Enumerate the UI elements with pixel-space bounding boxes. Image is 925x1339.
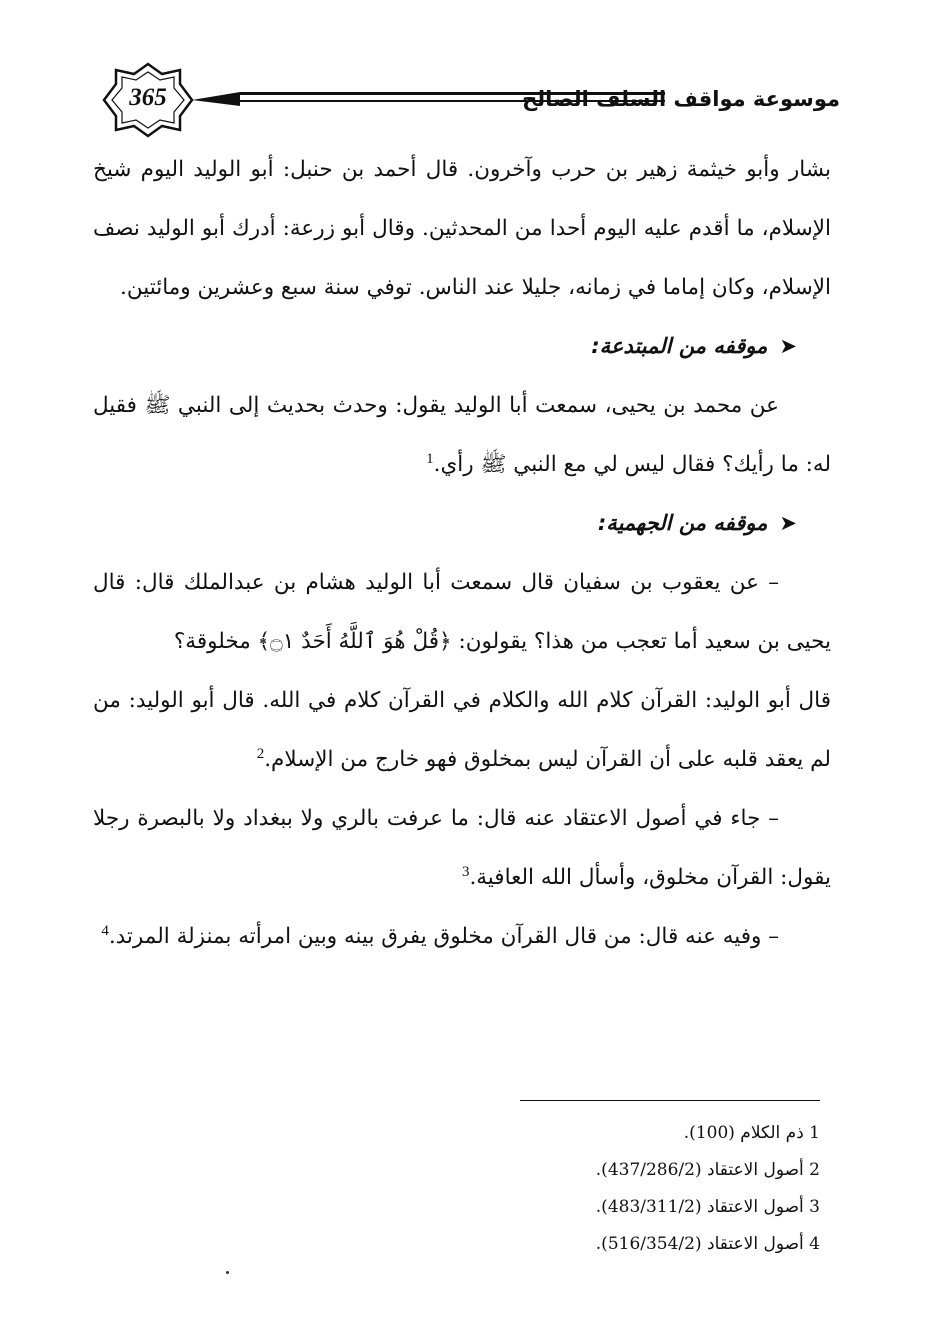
footnote-list	[520, 1115, 820, 1263]
footnotes	[520, 1100, 820, 1263]
paragraph-abu-walid	[93, 671, 831, 789]
scan-speck	[226, 1271, 229, 1274]
arrowhead-left-icon: ➤	[779, 334, 797, 358]
footnote-item: 3 أصول الاعتقاد (483/311/2).	[595, 1197, 820, 1217]
arrowhead-left-icon: ➤	[779, 511, 797, 535]
heading-text: موقفه من الجهمية:	[597, 511, 768, 535]
heading-text: موقفه من المبتدعة:	[591, 334, 768, 358]
paragraph-biography: بشار وأبو خيثمة زهير بن حرب وآخرون. قال أحمد بن حنبل: أبو الوليد اليوم شيخ الإسلام، ما أقدم عليه اليوم أحدا من المحدثين. وقال أبو زرعة: أدرك أبو الوليد نصف الإسلام، وكان إماما في زمانه، جليلا عند الناس. توفي سنة سبع وعشرين ومائتين.	[93, 157, 831, 300]
paragraph-text: قال أبو الوليد: القرآن كلام الله والكلام في القرآن كلام في الله. قال أبو الوليد: من لم يعقد قلبه على أن القرآن ليس بمخلوق فهو خارج من الإسلام.	[93, 688, 831, 772]
footnote-ref: 4	[101, 922, 109, 939]
book-title: موسوعة مواقف السلف الصالح	[522, 87, 840, 111]
page-header	[90, 62, 840, 142]
paragraph-hadith	[93, 376, 831, 494]
footnote-item: 4 أصول الاعتقاد (516/354/2).	[595, 1234, 820, 1254]
footnote-item: 1 ذم الكلام (100).	[683, 1123, 820, 1143]
footnote-item: 2 أصول الاعتقاد (437/286/2).	[595, 1160, 820, 1180]
paragraph-text: عن محمد بن يحيى، سمعت أبا الوليد يقول: وحدث بحديث إلى النبي ﷺ فقيل له: ما رأيك؟ فقال ليس لي مع النبي ﷺ رأي.	[93, 393, 831, 477]
paragraph-usul	[93, 789, 831, 907]
footnote-divider	[520, 1100, 820, 1101]
footnote-ref: 2	[256, 745, 265, 762]
paragraph-separation	[93, 907, 831, 966]
section-heading-innovators	[93, 317, 831, 376]
section-heading-jahmiyya	[93, 494, 831, 553]
page-number: 365	[129, 84, 167, 111]
paragraph-yaqub: – عن يعقوب بن سفيان قال سمعت أبا الوليد هشام بن عبدالملك قال: قال يحيى بن سعيد أما تعجب من هذا؟ يقولون: ﴿قُلْ هُوَ ٱللَّهُ أَحَدٌ ۝١﴾ مخلوقة؟	[93, 570, 831, 654]
paragraph-text: – وفيه عنه قال: من قال القرآن مخلوق يفرق بينه وبين امرأته بمنزلة المرتد.	[108, 924, 779, 949]
footnote-ref: 1	[426, 450, 434, 467]
footnote-ref: 3	[461, 863, 470, 880]
paragraph-text: – جاء في أصول الاعتقاد عنه قال: ما عرفت بالري ولا ببغداد ولا بالبصرة رجلا يقول: القرآن مخلوق، وأسأل الله العافية.	[93, 806, 831, 890]
main-text	[93, 140, 831, 966]
